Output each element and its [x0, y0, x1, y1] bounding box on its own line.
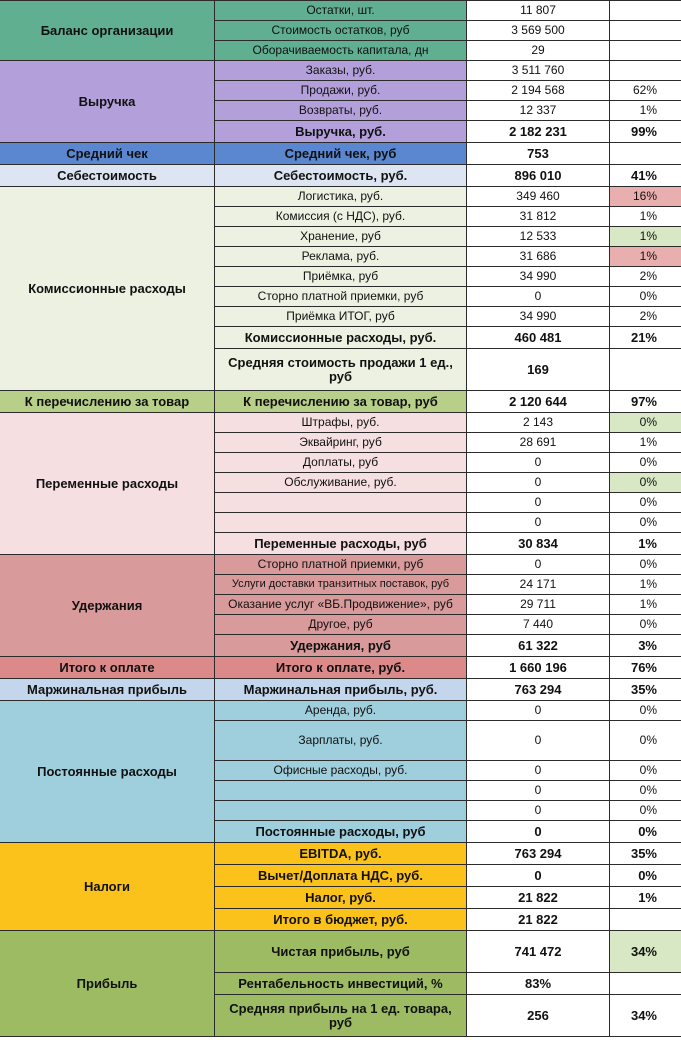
row-percent: 0%: [610, 801, 681, 821]
row-value: 763 294: [467, 679, 610, 701]
row-percent: 34%: [610, 931, 681, 973]
row-percent: 0%: [610, 781, 681, 801]
row-label: Хранение, руб: [215, 227, 467, 247]
row-value: 7 440: [467, 615, 610, 635]
row-value: 31 686: [467, 247, 610, 267]
row-value: 61 322: [467, 635, 610, 657]
row-label: Продажи, руб.: [215, 81, 467, 101]
row-label: Комиссия (с НДС), руб.: [215, 207, 467, 227]
row-percent: 1%: [610, 595, 681, 615]
row-percent: 0%: [610, 513, 681, 533]
section-profit: Прибыль: [0, 931, 215, 1037]
row-percent: 0%: [610, 761, 681, 781]
row-percent: [610, 973, 681, 995]
row-percent: 1%: [610, 247, 681, 267]
row-label: Рентабельность инвестиций, %: [215, 973, 467, 995]
row-value: 21 822: [467, 909, 610, 931]
row-percent: 62%: [610, 81, 681, 101]
section-cost: Себестоимость: [0, 165, 215, 187]
row-percent: [610, 1, 681, 21]
row-label: Доплаты, руб: [215, 453, 467, 473]
row-label: [215, 493, 467, 513]
row-percent: 35%: [610, 843, 681, 865]
row-value: 0: [467, 801, 610, 821]
row-label: Логистика, руб.: [215, 187, 467, 207]
row-value: 29: [467, 41, 610, 61]
table-row: [0, 701, 681, 721]
row-value: 1 660 196: [467, 657, 610, 679]
row-percent: 99%: [610, 121, 681, 143]
row-percent: 0%: [610, 493, 681, 513]
row-percent: 97%: [610, 391, 681, 413]
row-value: 0: [467, 781, 610, 801]
row-percent: 0%: [610, 453, 681, 473]
row-label: Итого в бюджет, руб.: [215, 909, 467, 931]
row-value: 0: [467, 821, 610, 843]
row-value: 753: [467, 143, 610, 165]
row-value: 31 812: [467, 207, 610, 227]
row-percent: 1%: [610, 575, 681, 595]
row-label: Приёмка, руб: [215, 267, 467, 287]
row-label: Маржинальная прибыль, руб.: [215, 679, 467, 701]
row-value: 0: [467, 493, 610, 513]
row-percent: 0%: [610, 721, 681, 761]
row-percent: [610, 143, 681, 165]
row-value: 28 691: [467, 433, 610, 453]
row-value: 11 807: [467, 1, 610, 21]
row-label: EBITDA, руб.: [215, 843, 467, 865]
table-row: [0, 143, 681, 165]
row-percent: [610, 61, 681, 81]
row-value: 3 569 500: [467, 21, 610, 41]
row-label: Штрафы, руб.: [215, 413, 467, 433]
table-row: [0, 187, 681, 207]
row-value: 24 171: [467, 575, 610, 595]
row-label: Выручка, руб.: [215, 121, 467, 143]
row-label: Возвраты, руб.: [215, 101, 467, 121]
row-label: [215, 781, 467, 801]
row-label: [215, 513, 467, 533]
row-label: Чистая прибыль, руб: [215, 931, 467, 973]
section-transfer: К перечислению за товар: [0, 391, 215, 413]
row-percent: 1%: [610, 433, 681, 453]
row-label: К перечислению за товар, руб: [215, 391, 467, 413]
row-percent: 3%: [610, 635, 681, 657]
row-label: Средняя стоимость продажи 1 ед., руб: [215, 349, 467, 391]
row-percent: 0%: [610, 287, 681, 307]
row-label: Вычет/Доплата НДС, руб.: [215, 865, 467, 887]
table-row: [0, 931, 681, 973]
row-percent: [610, 909, 681, 931]
row-value: 30 834: [467, 533, 610, 555]
row-percent: 1%: [610, 207, 681, 227]
row-label: Средний чек, руб: [215, 143, 467, 165]
row-percent: 16%: [610, 187, 681, 207]
row-percent: 1%: [610, 227, 681, 247]
row-percent: 35%: [610, 679, 681, 701]
row-percent: 0%: [610, 473, 681, 493]
row-label: Стоимость остатков, руб: [215, 21, 467, 41]
row-label: Удержания, руб: [215, 635, 467, 657]
row-label: Себестоимость, руб.: [215, 165, 467, 187]
section-balance: Баланс организации: [0, 1, 215, 61]
row-label: Сторно платной приемки, руб: [215, 287, 467, 307]
section-total-pay: Итого к оплате: [0, 657, 215, 679]
section-taxes: Налоги: [0, 843, 215, 931]
row-label: Налог, руб.: [215, 887, 467, 909]
table-row: [0, 679, 681, 701]
row-value: 34 990: [467, 307, 610, 327]
row-value: 0: [467, 701, 610, 721]
row-label: Приёмка ИТОГ, руб: [215, 307, 467, 327]
row-label: Средняя прибыль на 1 ед. товара, руб: [215, 995, 467, 1037]
row-value: 29 711: [467, 595, 610, 615]
row-value: 0: [467, 473, 610, 493]
row-percent: 0%: [610, 555, 681, 575]
row-value: 0: [467, 287, 610, 307]
row-value: 349 460: [467, 187, 610, 207]
row-value: 12 533: [467, 227, 610, 247]
row-label: Другое, руб: [215, 615, 467, 635]
row-value: 2 182 231: [467, 121, 610, 143]
row-percent: [610, 41, 681, 61]
row-percent: 0%: [610, 821, 681, 843]
row-value: 2 194 568: [467, 81, 610, 101]
row-label: Услуги доставки транзитных поставок, руб: [215, 575, 467, 595]
row-percent: 41%: [610, 165, 681, 187]
row-percent: 0%: [610, 701, 681, 721]
row-label: Комиссионные расходы, руб.: [215, 327, 467, 349]
row-percent: 76%: [610, 657, 681, 679]
row-value: 21 822: [467, 887, 610, 909]
row-value: 3 511 760: [467, 61, 610, 81]
table-row: [0, 391, 681, 413]
row-label: Постоянные расходы, руб: [215, 821, 467, 843]
table-row: [0, 555, 681, 575]
row-percent: 0%: [610, 865, 681, 887]
table-row: [0, 61, 681, 81]
row-label: Сторно платной приемки, руб: [215, 555, 467, 575]
row-percent: 0%: [610, 615, 681, 635]
row-percent: [610, 21, 681, 41]
section-avg-check: Средний чек: [0, 143, 215, 165]
row-percent: 21%: [610, 327, 681, 349]
section-fixed: Постоянные расходы: [0, 701, 215, 843]
row-value: 0: [467, 761, 610, 781]
table-row: [0, 657, 681, 679]
table-row: [0, 165, 681, 187]
row-value: 896 010: [467, 165, 610, 187]
row-value: 83%: [467, 973, 610, 995]
row-value: 0: [467, 513, 610, 533]
row-value: 12 337: [467, 101, 610, 121]
row-label: Аренда, руб.: [215, 701, 467, 721]
row-percent: 2%: [610, 307, 681, 327]
row-value: 0: [467, 453, 610, 473]
section-variable: Переменные расходы: [0, 413, 215, 555]
section-revenue: Выручка: [0, 61, 215, 143]
section-deductions: Удержания: [0, 555, 215, 657]
section-margin: Маржинальная прибыль: [0, 679, 215, 701]
row-label: Реклама, руб.: [215, 247, 467, 267]
row-percent: 34%: [610, 995, 681, 1037]
row-label: Зарплаты, руб.: [215, 721, 467, 761]
row-value: 2 143: [467, 413, 610, 433]
row-percent: [610, 349, 681, 391]
row-value: 0: [467, 555, 610, 575]
row-label: [215, 801, 467, 821]
row-label: Офисные расходы, руб.: [215, 761, 467, 781]
row-value: 0: [467, 865, 610, 887]
row-percent: 2%: [610, 267, 681, 287]
row-percent: 1%: [610, 533, 681, 555]
table-row: [0, 843, 681, 865]
row-label: Оказание услуг «ВБ.Продвижение», руб: [215, 595, 467, 615]
row-value: 34 990: [467, 267, 610, 287]
row-value: 2 120 644: [467, 391, 610, 413]
row-value: 169: [467, 349, 610, 391]
row-percent: 1%: [610, 101, 681, 121]
row-label: Заказы, руб.: [215, 61, 467, 81]
row-value: 741 472: [467, 931, 610, 973]
row-value: 256: [467, 995, 610, 1037]
row-value: 763 294: [467, 843, 610, 865]
row-label: Переменные расходы, руб: [215, 533, 467, 555]
table-row: [0, 413, 681, 433]
table-row: [0, 1, 681, 21]
row-label: Остатки, шт.: [215, 1, 467, 21]
row-value: 0: [467, 721, 610, 761]
row-value: 460 481: [467, 327, 610, 349]
row-percent: 1%: [610, 887, 681, 909]
row-label: Оборачиваемость капитала, дн: [215, 41, 467, 61]
row-label: Обслуживание, руб.: [215, 473, 467, 493]
row-percent: 0%: [610, 413, 681, 433]
section-commission: Комиссионные расходы: [0, 187, 215, 391]
row-label: Эквайринг, руб: [215, 433, 467, 453]
row-label: Итого к оплате, руб.: [215, 657, 467, 679]
